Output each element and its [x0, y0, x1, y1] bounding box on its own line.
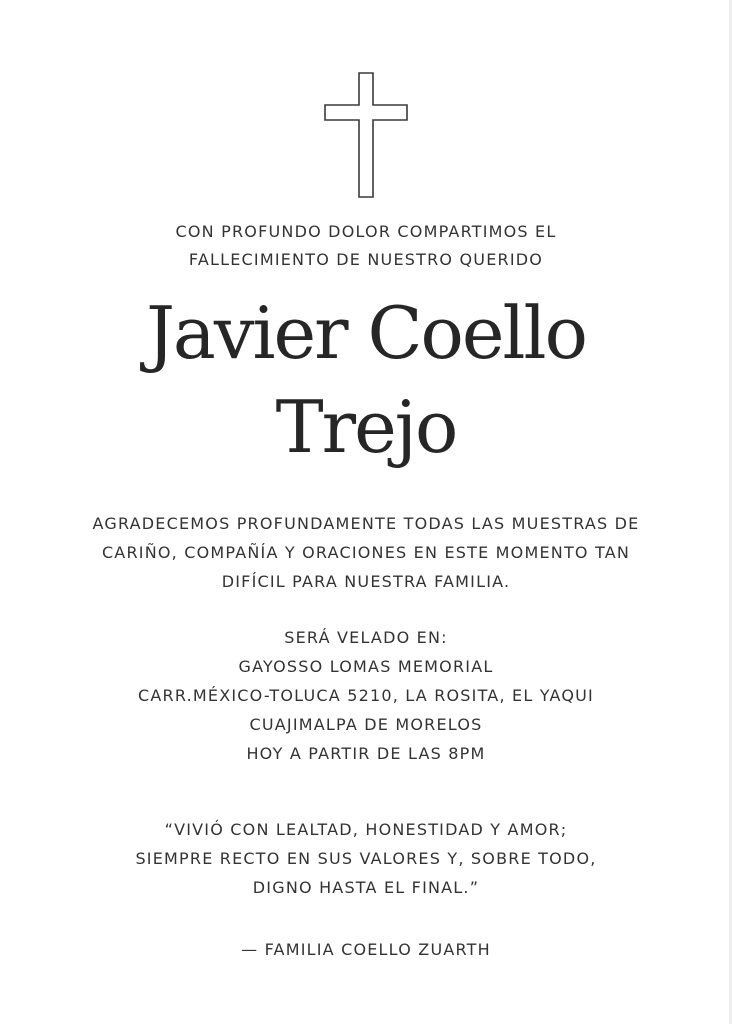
wake-heading: SERÁ VELADO EN: [284, 628, 448, 647]
deceased-name [40, 286, 692, 474]
intro-line-1: CON PROFUNDO DOLOR COMPARTIMOS EL [175, 222, 557, 241]
wake-place: GAYOSSO LOMAS MEMORIAL [238, 657, 494, 676]
thanks-text [50, 509, 682, 596]
cross-icon [324, 72, 408, 198]
intro-line-2: FALLECIMIENTO DE NUESTRO QUERIDO [188, 250, 544, 269]
wake-time: HOY A PARTIR DE LAS 8PM [246, 744, 486, 763]
family-signature [50, 935, 682, 964]
quote-line-2: SIEMPRE RECTO EN SUS VALORES Y, SOBRE TODO, [135, 849, 597, 868]
deceased-name-line-2: Trejo [275, 385, 457, 469]
quote-line-3: DIGNO HASTA EL FINAL.” [252, 878, 480, 897]
wake-address: CARR.MÉXICO-TOLUCA 5210, LA ROSITA, EL YAQUI [138, 686, 594, 705]
thanks-line-1: AGRADECEMOS PROFUNDAMENTE TODAS LAS MUESTRAS DE [92, 514, 640, 533]
wake-details [50, 623, 682, 768]
quote-line-1: “VIVIÓ CON LEALTAD, HONESTIDAD Y AMOR; [164, 820, 568, 839]
deceased-name-line-1: Javier Coello [146, 291, 586, 375]
wake-city: CUAJIMALPA DE MORELOS [249, 715, 483, 734]
memorial-quote [50, 815, 682, 902]
intro-text [50, 218, 682, 274]
thanks-line-3: DIFÍCIL PARA NUESTRA FAMILIA. [221, 572, 511, 591]
thanks-line-2: CARIÑO, COMPAÑÍA Y ORACIONES EN ESTE MOMENTO TAN [101, 543, 631, 562]
signature-text: — FAMILIA COELLO ZUARTH [241, 940, 491, 959]
